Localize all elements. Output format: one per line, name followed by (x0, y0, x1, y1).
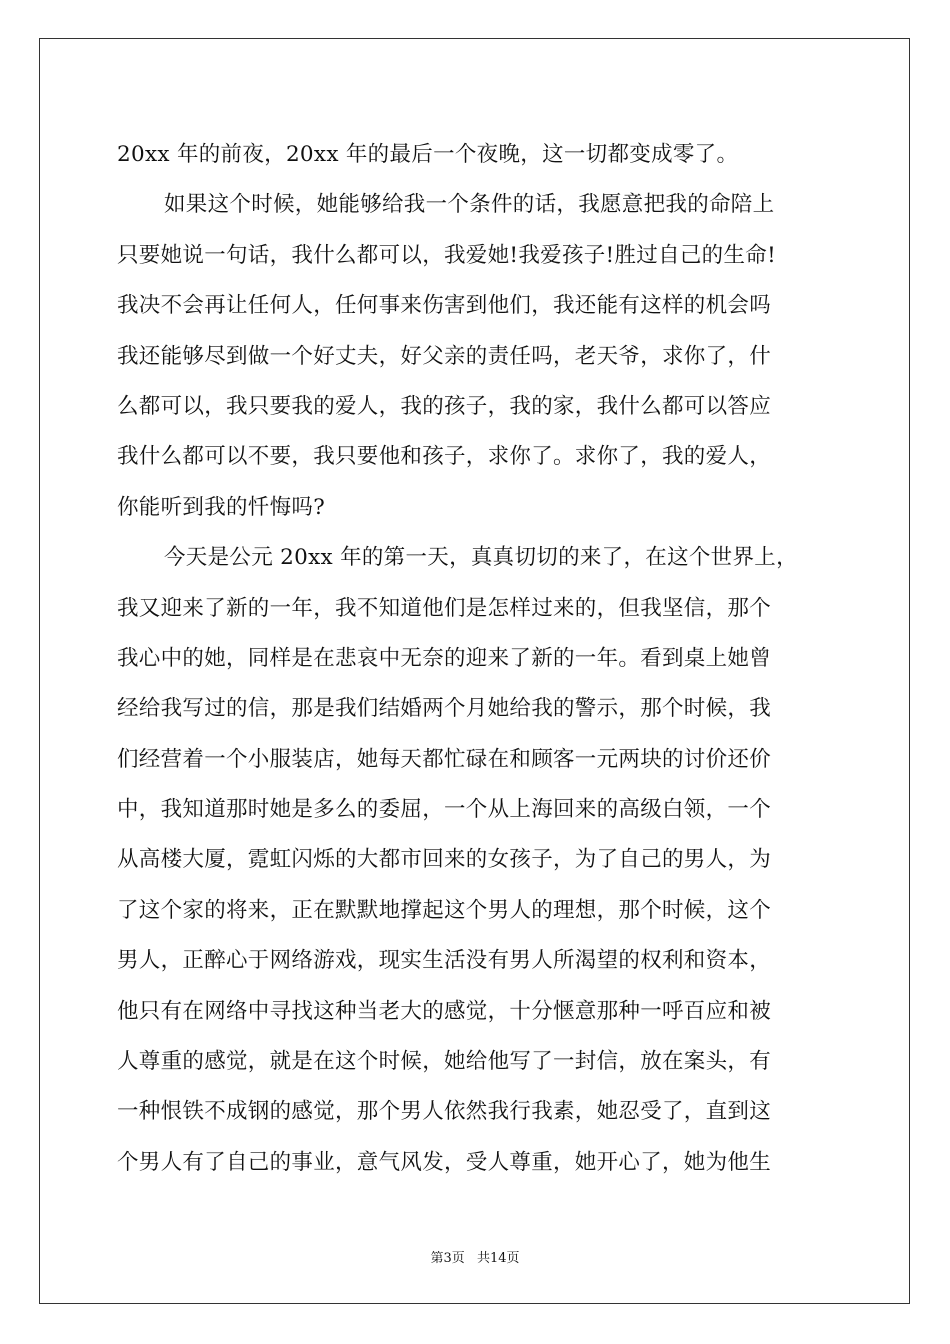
text-line: 我还能够尽到做一个好丈夫，好父亲的责任吗，老天爷，求你了，什 (117, 343, 772, 369)
text-line: 你能听到我的忏悔吗? (117, 494, 326, 520)
text-line: 我心中的她，同样是在悲哀中无奈的迎来了新的一年。看到桌上她曾 (117, 645, 772, 671)
page-number: 第3页 (430, 1251, 465, 1266)
text-line: 个男人有了自己的事业，意气风发，受人尊重，她开心了，她为他生 (117, 1149, 772, 1175)
text-line: 如果这个时候，她能够给我一个条件的话，我愿意把我的命陪上 (164, 192, 775, 218)
text-line: 么都可以，我只要我的爱人，我的孩子，我的家，我什么都可以答应 (117, 393, 772, 419)
page-footer (0, 1247, 950, 1266)
document-body (117, 130, 837, 1188)
text-line: 一种恨铁不成钢的感觉，那个男人依然我行我素，她忍受了，直到这 (117, 1099, 772, 1125)
text-line: 了这个家的将来，正在默默地撑起这个男人的理想，那个时候，这个 (117, 897, 772, 923)
text-line: 经给我写过的信，那是我们结婚两个月她给我的警示，那个时候，我 (117, 696, 772, 722)
page-total: 共14页 (476, 1251, 520, 1266)
text-line: 们经营着一个小服装店，她每天都忙碌在和顾客一元两块的讨价还价 (117, 746, 772, 772)
text-line: 今天是公元 20xx 年的第一天，真真切切的来了，在这个世界上， (164, 545, 798, 571)
text-line: 男人，正醉心于网络游戏，现实生活没有男人所渴望的权利和资本， (117, 948, 772, 974)
text-line: 我什么都可以不要，我只要他和孩子，求你了。求你了，我的爱人， (117, 444, 772, 470)
text-line: 我决不会再让任何人，任何事来伤害到他们，我还能有这样的机会吗 (117, 293, 772, 319)
text-line: 他只有在网络中寻找这种当老大的感觉，十分惬意那种一呼百应和被 (117, 998, 772, 1024)
text-line: 只要她说一句话，我什么都可以，我爱她!我爱孩子!胜过自己的生命! (117, 242, 777, 268)
text-line: 中，我知道那时她是多么的委屈，一个从上海回来的高级白领，一个 (117, 797, 772, 823)
text-line: 20xx 年的前夜，20xx 年的最后一个夜晚，这一切都变成零了。 (117, 142, 739, 167)
text-line: 人尊重的感觉，就是在这个时候，她给他写了一封信，放在案头，有 (117, 1049, 772, 1075)
text-line: 我又迎来了新的一年，我不知道他们是怎样过来的，但我坚信，那个 (117, 595, 772, 621)
text-line: 从高楼大厦，霓虹闪烁的大都市回来的女孩子，为了自己的男人，为 (117, 847, 772, 873)
